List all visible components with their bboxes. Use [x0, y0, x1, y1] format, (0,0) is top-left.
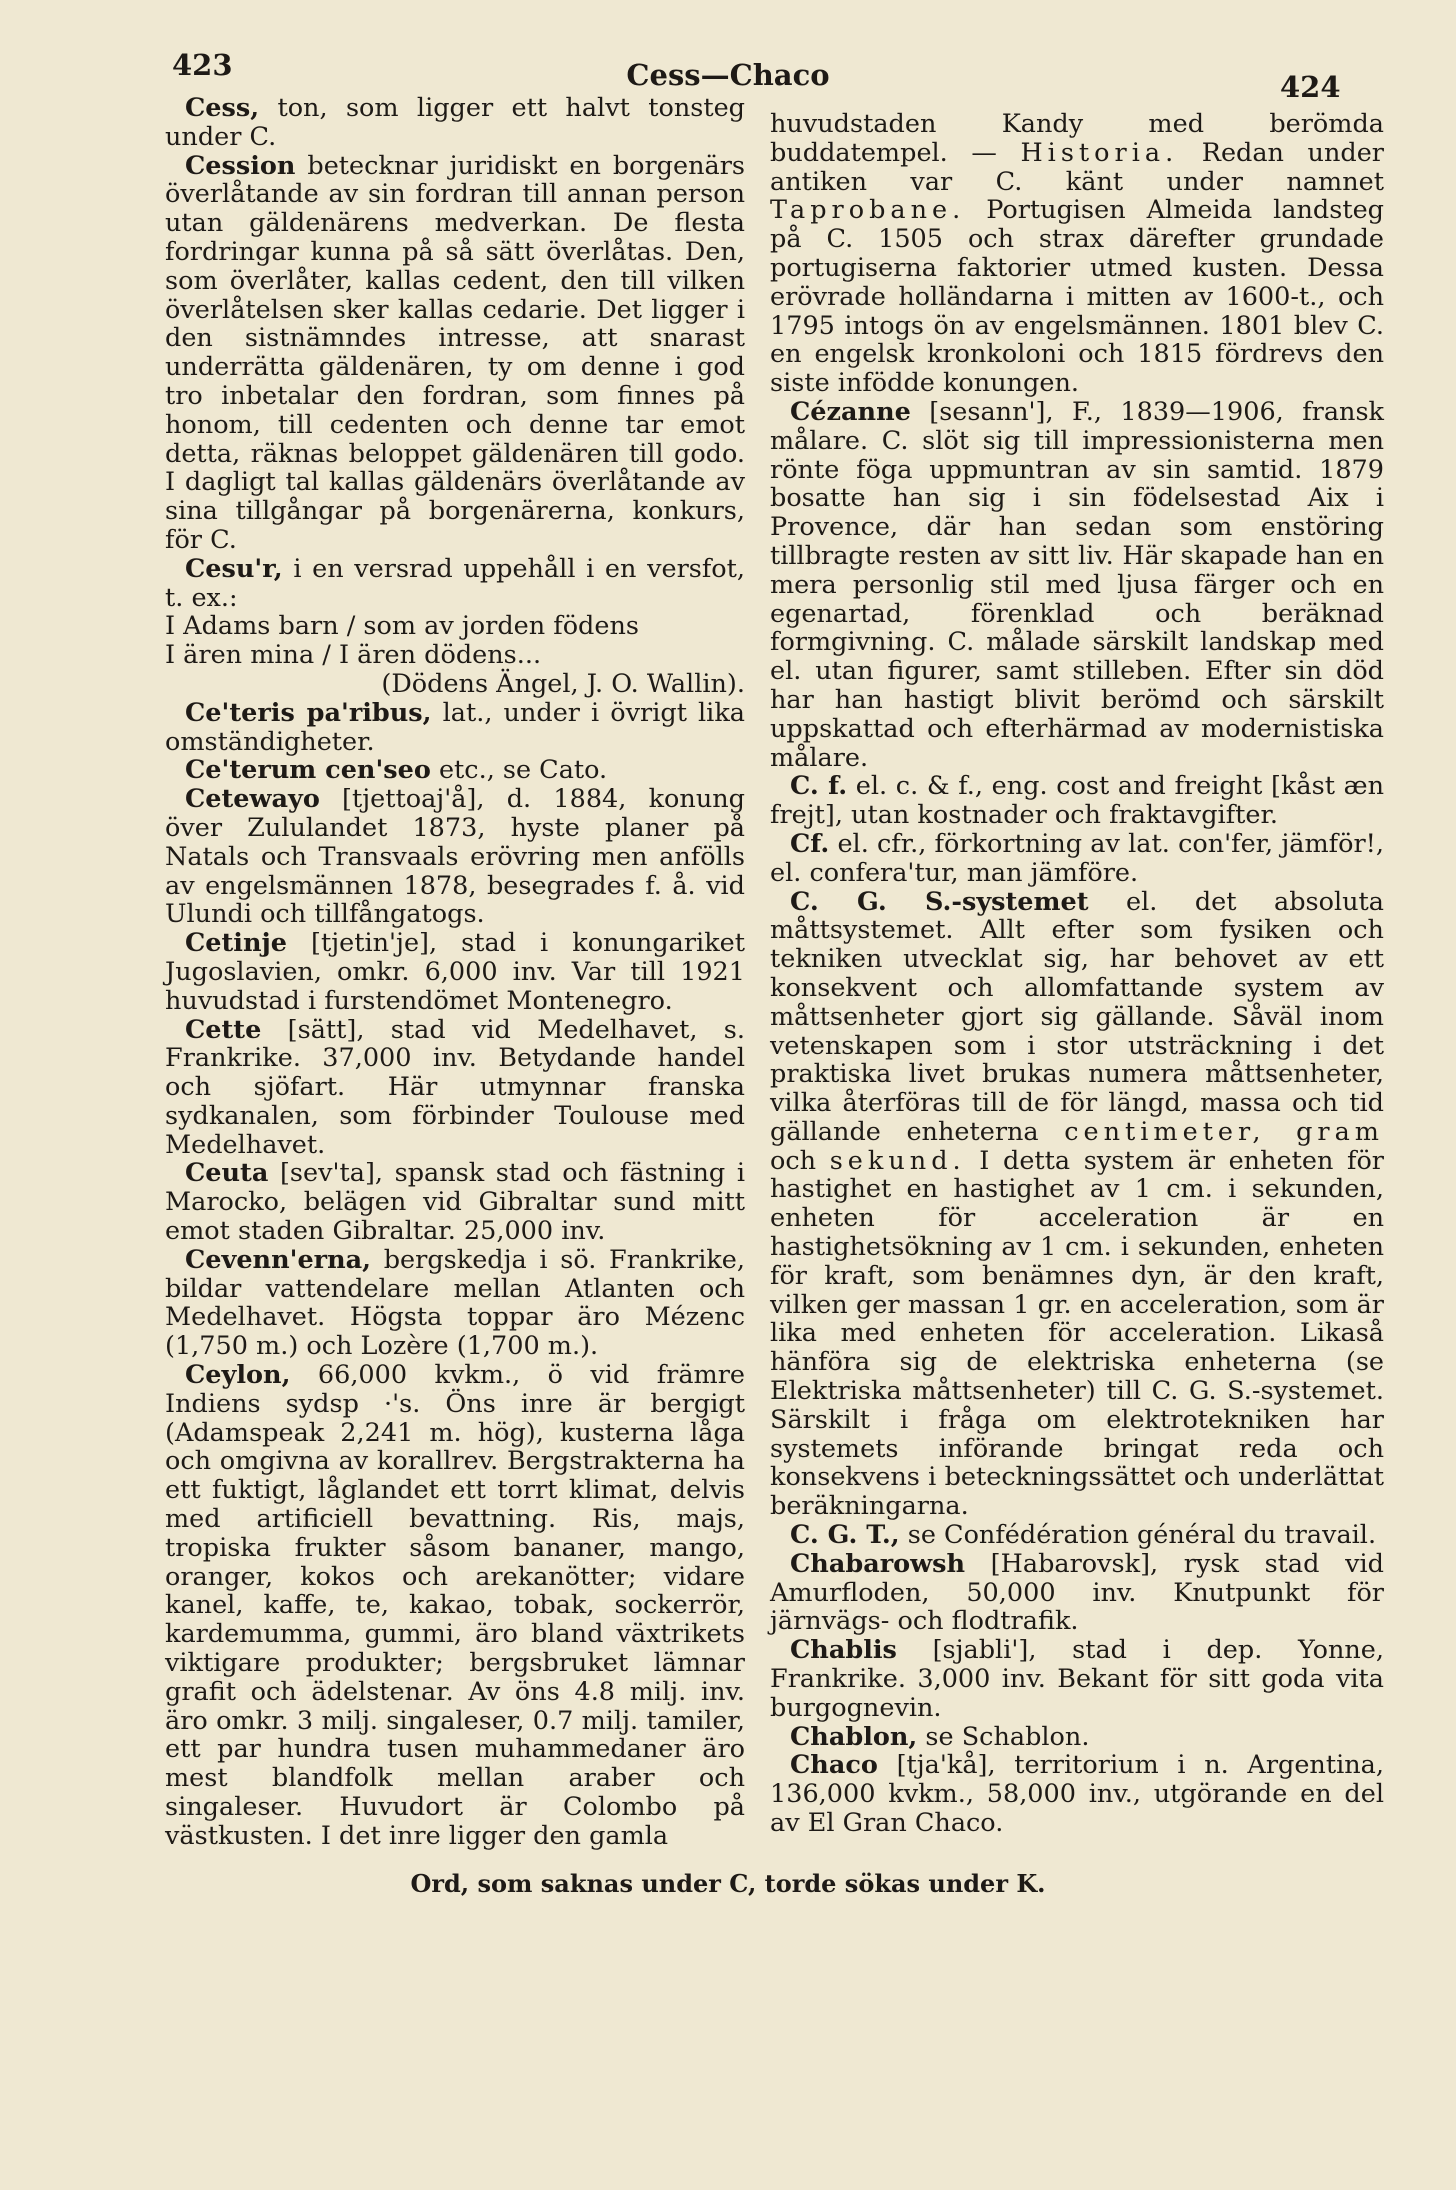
headword: Ceylon,: [185, 1360, 291, 1391]
headword: Ce'teris pa'ribus,: [185, 697, 432, 728]
headword: Cetinje: [185, 928, 287, 959]
entry-chabarowsh: [770, 1550, 1384, 1636]
entry-text: ton, som ligger ett halvt tonsteg under C.: [165, 93, 745, 152]
verse-line-2: I ären mina / I ären dödens...: [165, 640, 542, 671]
entry-text: [Habarovsk], rysk stad vid Amurfloden, 50,000 inv. Knutpunkt för järnvägs- och flodtrafik.: [770, 1548, 1384, 1637]
entry-text: huvudstaden Kandy med berömda buddatempel. —: [770, 109, 1384, 168]
entry-cette: [165, 1016, 745, 1160]
entry-ceylon: [165, 1361, 745, 1851]
entry-text: el. det absoluta måttsystemet. Allt efter som fysiken och tekniken utvecklat sig, har behovet av ett konsekvent och allomfattande system av måttsenheter gjort sig gällande. Såväl inom vetenskapen som i stor utsträckning i det praktiska livet brukas numera måttsenheter, vilka återföras till de för längd, massa och tid gällande enheterna: [770, 886, 1384, 1147]
entry-cess: [165, 94, 745, 152]
left-column: [165, 94, 745, 1851]
entry-text: [tja'kå], territorium i n. Argentina, 136,000 kvkm., 58,000 inv., utgörande en del av El Gran Chaco.: [770, 1750, 1384, 1839]
entry-text: etc., se Cato.: [430, 755, 608, 786]
right-page-number: 424: [1280, 70, 1341, 104]
headword: Chabarowsh: [790, 1548, 966, 1579]
entry-text: bergskedja i sö. Frankrike, bildar vattendelare mellan Atlanten och Medelhavet. Högsta toppar äro Mézenc (1,750 m.) och Lozère (1,700 m.).: [165, 1244, 745, 1362]
entry-cetinje: [165, 929, 745, 1015]
entry-cezanne: [770, 398, 1384, 772]
entry-cession: [165, 152, 745, 555]
entry-chablis: [770, 1636, 1384, 1722]
spaced-term: sekund.: [829, 1145, 966, 1176]
entry-cgs-systemet: [770, 888, 1384, 1522]
spaced-term: centimeter, gram: [1064, 1116, 1384, 1147]
headword: C. f.: [790, 771, 848, 802]
headword: Chablis: [790, 1635, 897, 1666]
entry-text: se Schablon.: [917, 1721, 1090, 1752]
entry-cevennerna: [165, 1246, 745, 1361]
page-header: [0, 48, 1456, 104]
headword: Cess,: [185, 93, 260, 123]
entry-text: Redan under antiken var C. känt under namnet: [770, 137, 1384, 197]
left-page-number: 423: [172, 48, 233, 82]
entry-text: Portugisen Almeida landsteg på C. 1505 och strax därefter grundade portugiserna faktorier utmed kusten. Dessa erövrade holländarna i mitten av 1600-t., och 1795 intogs ön av engelsmännen. 1801 blev C. en engelsk kronkoloni och 1815 fördrevs den siste infödde konungen.: [770, 195, 1384, 399]
headword: Cézanne: [790, 396, 911, 427]
entry-text: betecknar juridiskt en borgenärs överlåtande av sin fordran till annan person utan gäldenärens medverkan. De flesta fordringar kunna på så sätt överlåtas. Den, som överlåter, kallas cedent, den till vilken överlåtelsen sker kallas cedarie. Det ligger i den sistnämndes intresse, att snarast underrätta gäldenären, ty om denne i god tro inbetalar den fordran, som finnes på honom, till cedenten och denne tar emot detta, räknas beloppet gäldenären till godo. I dagligt tal kallas gäldenärs överlåtande av sina tillgångar på borgenärerna, konkurs, för C.: [165, 150, 745, 555]
entry-text: lat., under i övrigt lika omständigheter.: [165, 697, 745, 757]
headword: Cession: [185, 150, 296, 181]
entry-ceylon-continued: [770, 110, 1384, 398]
entry-chaco: [770, 1751, 1384, 1837]
spaced-term: Taprobane.: [770, 195, 966, 226]
headword: C. G. S.-systemet: [790, 886, 1089, 917]
verse-source: (Dödens Ängel, J. O. Wallin).: [381, 668, 745, 699]
entry-cesur: [165, 555, 745, 613]
entry-cgt: [770, 1521, 1384, 1550]
entry-cf: [770, 830, 1384, 888]
footer-note: Ord, som saknas under C, torde sökas under K.: [410, 1869, 1046, 1898]
right-column: [770, 110, 1384, 1838]
entry-text: [sjabli'], stad i dep. Yonne, Frankrike. 3,000 inv. Bekant för sitt goda vita burgognevin.: [770, 1635, 1384, 1723]
headword: Chaco: [790, 1750, 878, 1781]
entry-text: 66,000 kvkm., ö vid främre Indiens sydsp ·'s. Öns inre är bergigt (Adamspeak 2,241 m. hög), kusterna låga och omgivna av korallrev. Bergstrakterna ha ett fuktigt, låglandet ett torrt klimat, delvis med artificiell bevattning. Ris, majs, tropiska frukter såsom bananer, mango, oranger, kokos och arekanötter; vidare kanel, kaffe, te, kakao, tobak, sockerrör, kardemumma, gummi, äro bland växtrikets viktigare produkter; bergsbruket lämnar grafit och ädelstenar. Av öns 4.8 milj. inv. äro omkr. 3 milj. singaleser, 0.7 milj. tamiler, ett par hundra tusen muhammedaner äro mest blandfolk mellan araber och singaleser. Huvudort är Colombo på västkusten. I det inre ligger den gamla: [165, 1360, 745, 1851]
entry-text: el. c. & f., eng. cost and freight [kåst æn frejt], utan kostnader och fraktavgifter.: [770, 771, 1384, 831]
entry-text: el. cfr., förkortning av lat. con'fer, jämför!, el. confera'tur, man jämföre.: [770, 828, 1384, 888]
entry-cf-cost-freight: [770, 772, 1384, 830]
headword: C. G. T.,: [790, 1520, 900, 1551]
headword: Ceuta: [185, 1158, 269, 1189]
verse-line-1: I Adams barn / som av jorden födens: [165, 611, 639, 642]
entry-text: I detta system är enheten för hastighet en hastighet av 1 cm. i sekunden, enheten för acceleration är en hastighetsökning av 1 cm. i sekunden, enheten för kraft, som benämnes dyn, är den kraft, vilken ger massan 1 gr. en acceleration, som är lika med enheten för acceleration. Likaså hänföra sig de elektriska enheterna (se Elektriska måttsenheter) till C. G. S.-systemet. Särskilt i fråga om elektrotekniken har systemets införande bringat reda och konsekvens i beteckningssättet och underlättat beräkningarna.: [770, 1145, 1384, 1522]
entry-text: [sätt], stad vid Medelhavet, s. Frankrike. 37,000 inv. Betydande handel och sjöfart. Här utmynnar franska sydkanalen, som förbinder Toulouse med Medelhavet.: [165, 1014, 745, 1160]
headword: Chablon,: [790, 1721, 918, 1752]
headword: Cette: [185, 1014, 262, 1045]
entry-text: [tjetin'je], stad i konungariket Jugoslavien, omkr. 6,000 inv. Var till 1921 huvudstad i furstendömet Montenegro.: [165, 928, 745, 1016]
running-head: Cess—Chaco: [626, 58, 830, 92]
headword: Cf.: [790, 828, 830, 859]
entry-text: se Confédération général du travail.: [899, 1520, 1377, 1551]
entry-text: [sesann'], F., 1839—1906, fransk målare. C. slöt sig till impressionisterna men rönte föga uppmuntran av sin samtid. 1879 bosatte han sig i sin födelsestad Aix i Provence, där han sedan som enstöring tillbragte resten av sitt liv. Här skapade han en mera personlig stil med ljusa färger och en egenartad, förenklad och beräknad formgivning. C. målade särskilt landskap med el. utan figurer, samt stilleben. Efter sin död har han hastigt blivit berömd och särskilt uppskattad och efterhärmad av modernistiska målare.: [770, 396, 1384, 773]
entry-ceterum-censeo: [165, 756, 745, 785]
entry-text: och: [770, 1145, 830, 1176]
entry-ceuta: [165, 1159, 745, 1245]
headword: Cetewayo: [185, 784, 320, 815]
entry-text: [sev'ta], spansk stad och fästning i Marocko, belägen vid Gibraltar sund mitt emot staden Gibraltar. 25,000 inv.: [165, 1158, 745, 1247]
entry-ceteris-paribus: [165, 699, 745, 757]
entry-text: i en versrad uppehåll i en versfot, t. ex.:: [165, 553, 745, 613]
headword: Cevenn'erna,: [185, 1244, 372, 1275]
headword: Ce'terum cen'seo: [185, 755, 431, 786]
headword: Cesu'r,: [185, 553, 283, 584]
section-label: Historia.: [1020, 137, 1179, 168]
entry-chablon: [770, 1723, 1384, 1752]
entry-text: [tjettoaj'å], d. 1884, konung över Zululandet 1873, hyste planer på Natals och Transvaals erövring men anfölls av engelsmännen 1878, besegrades f. å. vid Ulundi och tillfångatogs.: [165, 784, 745, 930]
entry-cetewayo: [165, 785, 745, 929]
